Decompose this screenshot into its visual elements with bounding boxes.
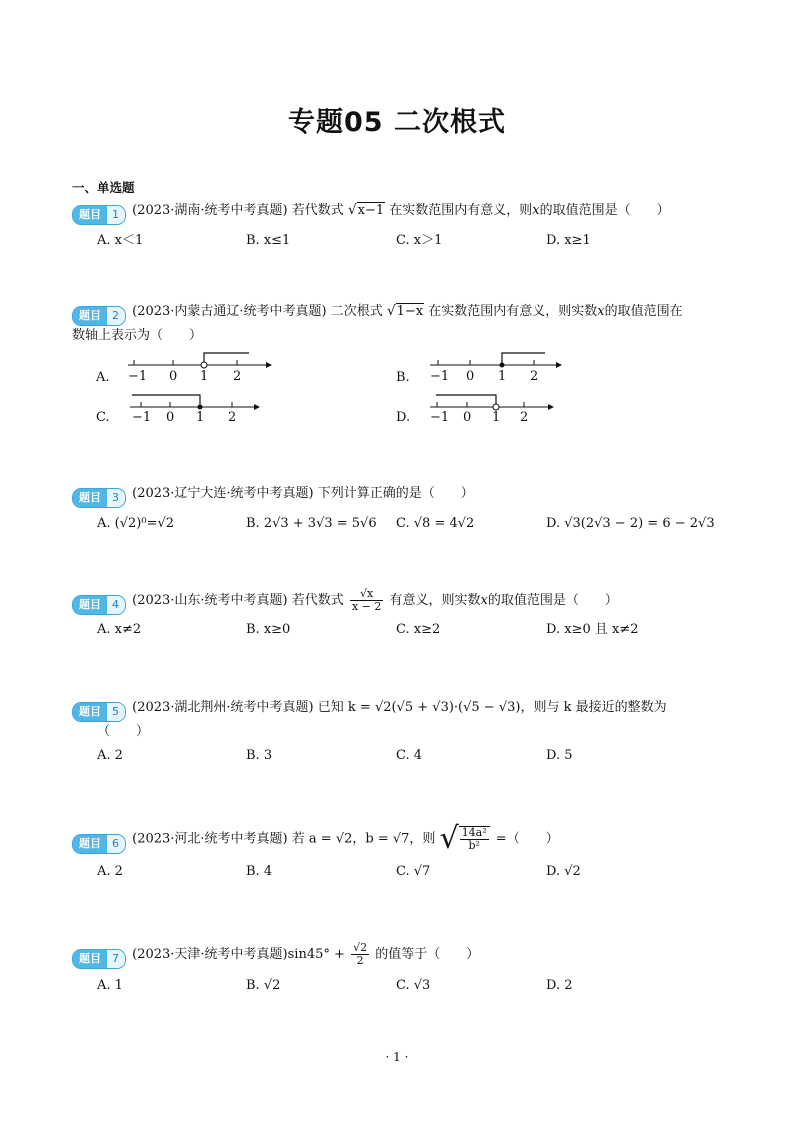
option-d[interactable]: D. x≥1: [546, 233, 591, 248]
question-text: 的取值范围在: [604, 304, 683, 319]
question-badge: 题目 7: [72, 949, 126, 969]
option-a[interactable]: A. 1: [97, 978, 123, 993]
option-d[interactable]: D. 5: [546, 748, 573, 763]
option-c[interactable]: C. 4: [396, 748, 423, 763]
question-7: [72, 942, 732, 998]
question-badge: 题目 1: [72, 205, 126, 225]
option-b[interactable]: B. x≤1: [246, 233, 291, 248]
question-text: 的值等于（ ）: [375, 947, 480, 962]
option-a[interactable]: A. x＜1: [97, 233, 144, 248]
variable: x: [480, 593, 488, 608]
option-a[interactable]: A. (√2)⁰=√2: [97, 516, 175, 531]
question-text: 在实数范围内有意义，则实数: [428, 304, 598, 319]
variable: x: [532, 203, 540, 218]
question-badge: 题目 4: [72, 595, 126, 615]
option-c[interactable]: C. x＞1: [396, 233, 443, 248]
number-line-a: [96, 352, 276, 386]
radical-sign: √: [347, 202, 357, 218]
number-line-c: [96, 394, 276, 428]
radicand: 1−x: [396, 304, 424, 319]
question-badge: 题目 3: [72, 488, 126, 508]
option-row: [72, 976, 732, 998]
option-c[interactable]: C. −1 0 1 2: [96, 394, 276, 428]
question-text: （ ）: [97, 724, 150, 739]
question-text: =（ ）: [495, 831, 559, 847]
option-row: [72, 231, 732, 253]
radical-sign: √: [439, 821, 459, 856]
section-heading: 一、单选题: [72, 180, 135, 195]
option-b[interactable]: B. 3: [246, 748, 273, 763]
option-c[interactable]: C. √7: [396, 864, 431, 879]
question-source: (2023·河北·统考中考真题): [132, 831, 288, 847]
option-c[interactable]: C. √8 = 4√2: [396, 516, 475, 531]
question-source: (2023·内蒙古通辽·统考中考真题): [132, 304, 327, 319]
question-text: 二次根式: [330, 304, 383, 319]
option-b[interactable]: B. 4: [246, 864, 273, 879]
radical-sign: √: [386, 303, 396, 319]
option-d[interactable]: D. 2: [546, 978, 573, 993]
number-line-b: [396, 352, 576, 386]
question-text: 在实数范围内有意义，则: [389, 203, 533, 218]
question-text: 若代数式: [291, 593, 344, 608]
page-number: · 1 ·: [385, 1050, 409, 1064]
fraction: $\frac{√x}{x - 2}$: [351, 587, 382, 613]
question-text: 若代数式: [291, 203, 344, 218]
question-source: (2023·山东·统考中考真题): [132, 593, 288, 608]
option-b[interactable]: B. √2: [246, 978, 281, 993]
question-3: [72, 484, 732, 536]
option-d[interactable]: D. −1 0 1 2: [396, 394, 576, 428]
question-badge: 题目 5: [72, 702, 126, 722]
option-b[interactable]: B. −1 0 1 2: [396, 352, 576, 386]
question-4: [72, 588, 732, 642]
option-d[interactable]: D. √2: [546, 864, 581, 879]
option-b[interactable]: B. x≥0: [246, 622, 291, 637]
question-text: sin45° +: [287, 947, 345, 962]
question-badge: 题目 2: [72, 306, 126, 326]
number-line-d: [396, 394, 576, 428]
page-title: 专题05 二次根式: [288, 107, 506, 138]
fraction: $\frac{\text{14a²}}{\text{b²}}$: [459, 826, 490, 852]
question-text: 数轴上表示为（ ）: [72, 328, 203, 343]
question-source: (2023·天津·统考中考真题): [132, 947, 288, 962]
question-6: [72, 821, 732, 884]
question-text: 的取值范围是（ ）: [487, 593, 618, 608]
option-a[interactable]: A. x≠2: [97, 622, 142, 637]
question-text: 下列计算正确的是（ ）: [317, 486, 474, 501]
option-c[interactable]: C. √3: [396, 978, 431, 993]
fraction: $\frac{√2}{2}$: [353, 941, 368, 967]
option-c[interactable]: C. x≥2: [396, 622, 441, 637]
radicand: x−1: [357, 203, 385, 218]
question-1: [72, 200, 732, 253]
option-row: [72, 862, 732, 884]
question-source: (2023·湖北荆州·统考中考真题): [132, 700, 314, 715]
question-text: 若 a = √2，b = √7，则: [291, 831, 436, 847]
option-row: [72, 514, 732, 536]
option-a[interactable]: A. −1 0 1 2: [96, 352, 276, 386]
variable: x: [597, 304, 605, 319]
option-row: [72, 620, 732, 642]
question-text: 的取值范围是（ ）: [539, 203, 670, 218]
question-text: 已知 k = √2(√5 + √3)·(√5 − √3)，则与 k 最接近的整数为: [317, 700, 667, 715]
option-a[interactable]: A. 2: [97, 748, 123, 763]
question-source: (2023·辽宁大连·统考中考真题): [132, 486, 314, 501]
question-source: (2023·湖南·统考中考真题): [132, 203, 288, 218]
option-a[interactable]: A. 2: [97, 864, 123, 879]
question-5: [72, 698, 732, 768]
option-d[interactable]: D. x≥0 且 x≠2: [546, 622, 639, 637]
question-2: [72, 301, 732, 346]
option-row: [72, 746, 732, 768]
question-text: 有意义，则实数: [389, 593, 481, 608]
option-b[interactable]: B. 2√3 + 3√3 = 5√6: [246, 516, 377, 531]
question-badge: 题目 6: [72, 834, 126, 854]
option-d[interactable]: D. √3(2√3 − 2) = 6 − 2√3: [546, 516, 715, 531]
